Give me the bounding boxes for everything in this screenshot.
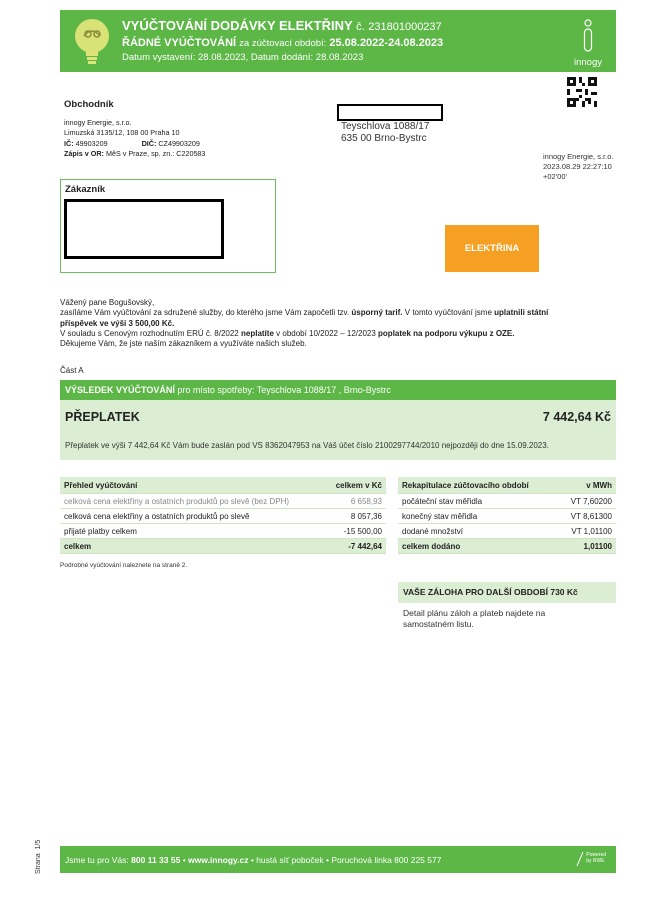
recipient-city: 635 00 Brno-Bystrc xyxy=(341,133,427,144)
seller-heading: Obchodník xyxy=(64,99,114,110)
commodity-badge: ELEKTŘINA xyxy=(445,225,539,272)
letter-line-2: příspěvek ve výši 3 500,00 Kč. xyxy=(60,318,175,328)
letter-line-1: zasíláme Vám vyúčtování za sdružené služby, do kterého jsme Vám započetli tzv. úsporný tarif. V tomto vyúčtování jsme uplatnili státní xyxy=(60,308,549,318)
stamp-company: innogy Energie, s.r.o. xyxy=(543,152,614,161)
recipient-street: Teyschlova 1088/17 xyxy=(341,121,430,132)
stamp-timezone: +02'00' xyxy=(543,172,567,181)
part-label: Část A xyxy=(60,366,84,375)
invoice-title: VYÚČTOVÁNÍ DODÁVKY ELEKTŘINY č. 231801000237 xyxy=(122,18,442,33)
recipient-address xyxy=(341,121,429,145)
recap-table xyxy=(398,477,616,554)
seller-name: innogy Energie, s.r.o. xyxy=(64,117,132,127)
seller-ids: IČ: 49903209 DIČ: CZ49903209 xyxy=(64,138,200,148)
seller-info xyxy=(64,100,264,160)
table-row: celková cena elektřiny a ostatních produktů po slevě 8 057,36 xyxy=(60,509,386,524)
letter-line-4: Děkujeme Vám, že jste naším zákazníkem a využíváte našich služeb. xyxy=(60,339,307,349)
seller-register: Zápis v OR: MěS v Praze, sp. zn.: C220583 xyxy=(64,149,206,159)
result-box xyxy=(60,400,616,460)
footer-bar xyxy=(60,846,616,873)
table-row: konečný stav měřidla VT 8,61300 xyxy=(398,509,616,524)
customer-box xyxy=(60,179,276,273)
detail-note: Podrobné vyúčtování naleznete na straně 2. xyxy=(60,562,188,569)
overview-table xyxy=(60,477,386,554)
signature-stamp xyxy=(543,152,633,182)
recap-total-row: celkem dodáno 1,01100 xyxy=(398,539,616,554)
deposit-text: Detail plánu záloh a plateb najdete na samostatném listu. xyxy=(403,608,546,629)
table-row: dodané množství VT 1,01100 xyxy=(398,524,616,539)
stamp-datetime: 2023.08.29 22:27:10 xyxy=(543,162,612,171)
header-banner xyxy=(60,10,616,72)
table-row: počáteční stav měřidla VT 7,60200 xyxy=(398,494,616,509)
customer-redaction xyxy=(64,199,224,259)
slash-icon xyxy=(576,852,584,866)
seller-address: Limuzská 3135/12, 108 00 Praha 10 xyxy=(64,128,180,138)
lightbulb-icon xyxy=(70,16,114,68)
recap-header: Rekapitulace zúčtovacího období v MWh xyxy=(398,477,616,494)
qr-code xyxy=(567,77,597,107)
result-header: VÝSLEDEK VYÚČTOVÁNÍ pro místo spotřeby: Teyschlova 1088/17 , Brno-Bystrc xyxy=(60,380,616,400)
overview-header: Přehled vyúčtování celkem v Kč xyxy=(60,477,386,494)
table-row: celková cena elektřiny a ostatních produktů po slevě (bez DPH) 6 658,93 xyxy=(60,494,386,509)
result-text: Přeplatek ve výši 7 442,64 Kč Vám bude zaslán pod VS 8362047953 na Váš účet číslo 2100297744/2010 nejpozději do dne 15.09.2023. xyxy=(65,441,549,450)
invoice-dates: Datum vystavení: 28.08.2023, Datum dodání: 28.08.2023 xyxy=(122,52,364,63)
result-amount: 7 442,64 Kč xyxy=(542,410,611,424)
customer-heading: Zákazník xyxy=(65,184,106,195)
deposit-header: VAŠE ZÁLOHA PRO DALŠÍ OBDOBÍ 730 Kč xyxy=(398,582,616,603)
innogy-logo xyxy=(568,16,608,68)
page-number: Strana 1/5 xyxy=(35,839,42,874)
result-label: PŘEPLATEK xyxy=(65,410,140,424)
innogy-logo-text: innogy xyxy=(574,57,602,68)
letter-line-3: V souladu s Cenovým rozhodnutím ERÚ č. 8/2022 neplatíte v období 10/2022 – 12/2023 poplatek na podporu výkupu z OZE. xyxy=(60,328,515,338)
recipient-name-redaction xyxy=(337,104,443,121)
letter-greeting: Vážený pane Bogušovský, xyxy=(60,298,155,307)
innogy-logo-icon xyxy=(568,16,608,56)
footer-contacts: Jsme tu pro Vás: 800 11 33 55 • www.innogy.cz • hustá síť poboček • Poruchová linka 800 225 577 xyxy=(65,855,442,865)
powered-by: Powered by RWE xyxy=(586,852,606,864)
table-row: přijaté platby celkem -15 500,00 xyxy=(60,524,386,539)
invoice-subtitle: ŘÁDNÉ VYÚČTOVÁNÍ za zúčtovací období: 25.08.2022-24.08.2023 xyxy=(122,37,444,49)
cover-letter xyxy=(60,298,620,349)
overview-total-row: celkem -7 442,64 xyxy=(60,539,386,554)
